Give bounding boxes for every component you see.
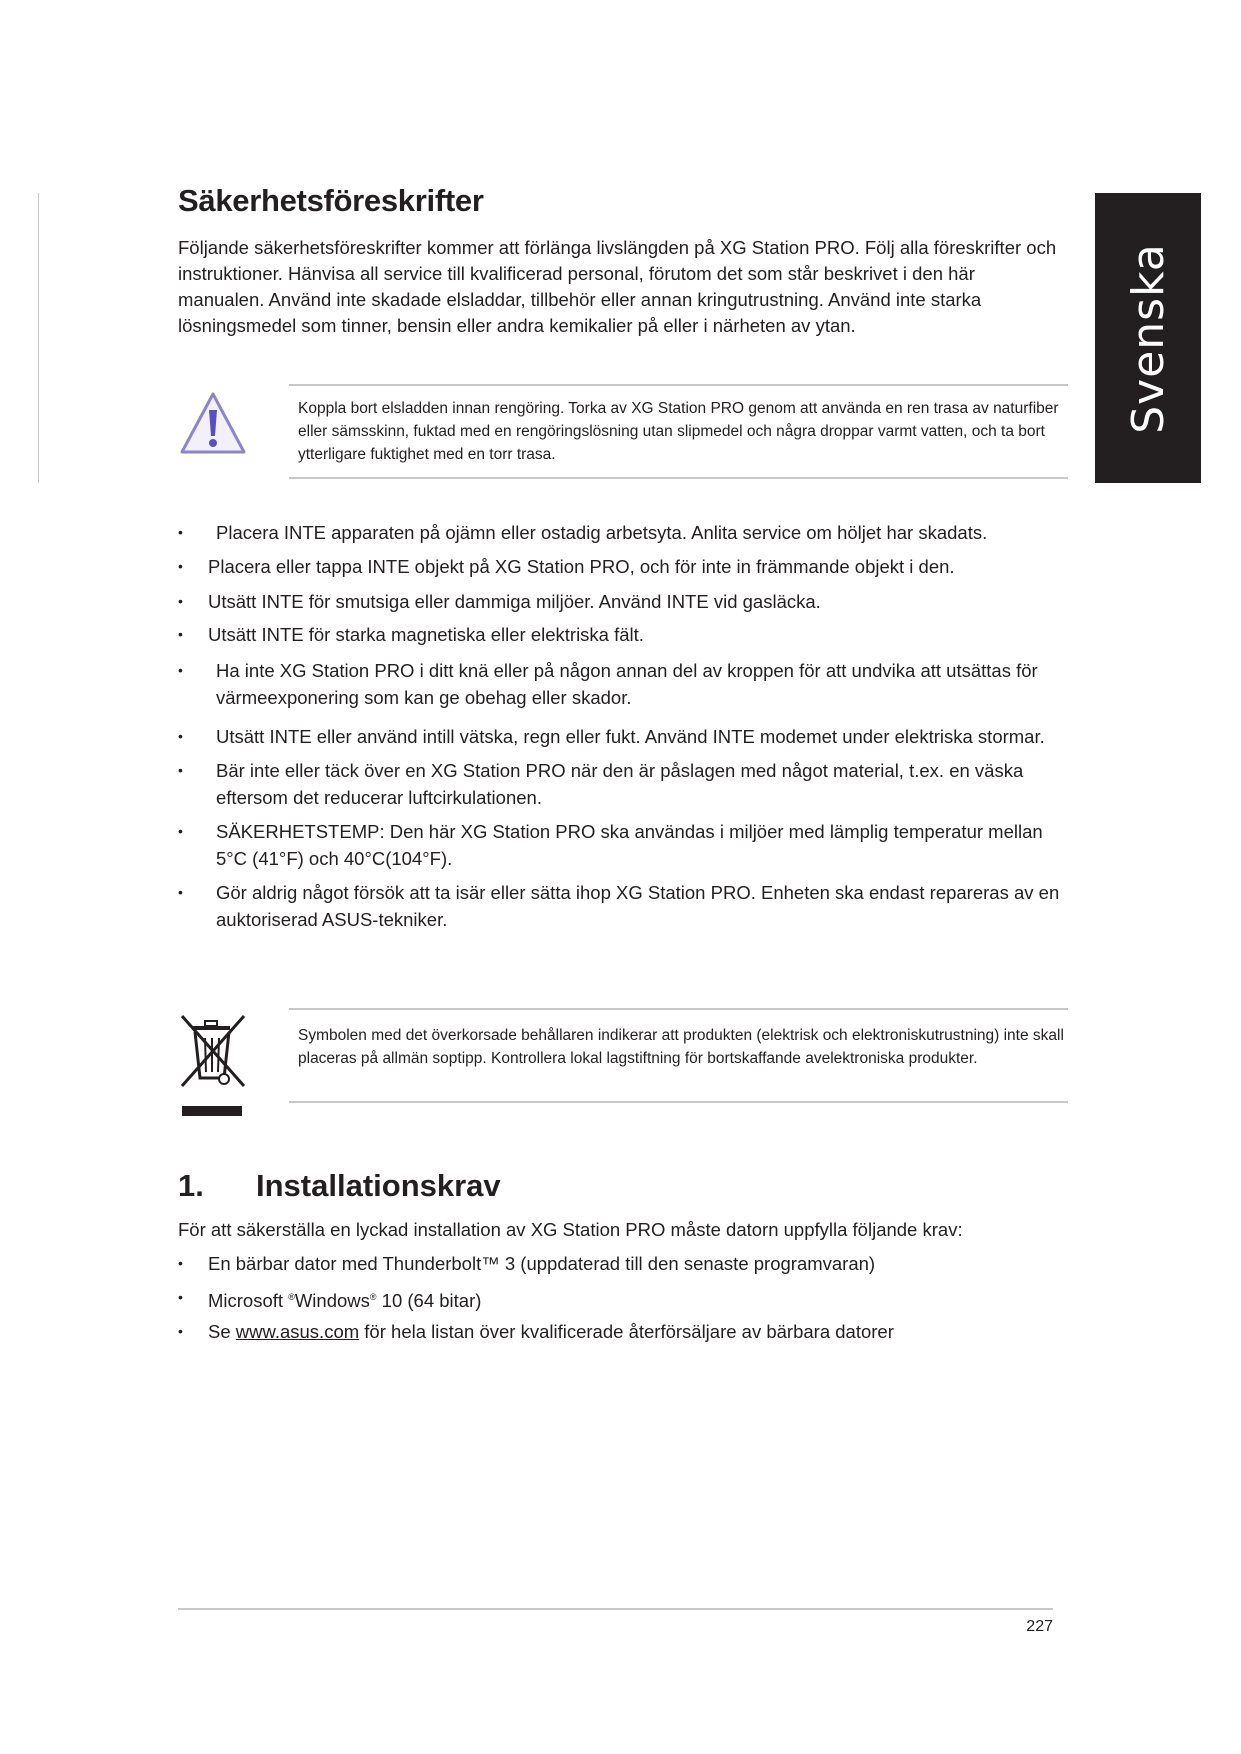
language-tab bbox=[1095, 193, 1201, 483]
bullet-dot: • bbox=[178, 593, 183, 609]
caution-note-text: Koppla bort elsladden innan rengöring. Torka av XG Station PRO genom att använda en ren trasa av naturfiber eller sämsskinn, fuktad med en rengöringslösning utan slipmedel och några droppar varmt vatten, och ta bort ytterligare fuktighet med en torr trasa. bbox=[298, 400, 1059, 463]
list-item bbox=[178, 818, 1068, 872]
requirement-text bbox=[178, 1318, 1068, 1345]
list-item bbox=[178, 1284, 1068, 1314]
req-text-part: Se bbox=[208, 1321, 236, 1342]
crossed-bin-icon bbox=[178, 1012, 250, 1116]
req-text-part: Windows bbox=[294, 1290, 370, 1312]
bullet-dot: • bbox=[178, 762, 183, 778]
bullet-dot: • bbox=[178, 626, 183, 642]
note-rule-bottom bbox=[289, 1101, 1068, 1103]
list-item bbox=[178, 723, 1068, 750]
language-tab-label: Svenska bbox=[1122, 242, 1174, 434]
list-item bbox=[178, 519, 1068, 546]
list-item bbox=[178, 879, 1068, 933]
bullet-text: Ha inte XG Station PRO i ditt knä eller på någon annan del av kroppen för att undvika att utsättas för värmeexponering som kan ge obehag eller skador. bbox=[216, 660, 1038, 708]
bullet-dot: • bbox=[178, 823, 183, 839]
bullet-dot: • bbox=[178, 1323, 183, 1339]
registered-mark: ® bbox=[369, 1292, 377, 1302]
requirement-text bbox=[178, 1284, 1068, 1314]
list-item bbox=[178, 588, 1068, 615]
caution-note bbox=[178, 384, 1068, 480]
registered-mark: ® bbox=[288, 1292, 295, 1302]
note-rule-bottom bbox=[289, 477, 1068, 479]
requirement-text: En bärbar dator med Thunderbolt™ 3 (uppdaterad till den senaste programvaran) bbox=[208, 1253, 876, 1274]
bullet-dot: • bbox=[178, 884, 183, 900]
page-number: 227 bbox=[1026, 1618, 1053, 1635]
list-item bbox=[178, 1318, 1068, 1345]
req-text-part: Microsoft bbox=[208, 1290, 284, 1312]
bullet-dot: • bbox=[178, 1289, 183, 1305]
bullet-dot: • bbox=[178, 558, 183, 574]
bullet-dot: • bbox=[178, 728, 183, 744]
bullet-text: Utsätt INTE för starka magnetiska eller elektriska fält. bbox=[208, 624, 644, 645]
asus-website-link[interactable]: www.asus.com bbox=[235, 1321, 360, 1342]
bullet-dot: • bbox=[178, 524, 183, 540]
margin-rule bbox=[38, 193, 39, 483]
weee-note-text: Symbolen med det överkorsade behållaren indikerar att produkten (elektrisk och elektroniskutrustning) inte skall placeras på allmän soptipp. Kontrollera lokal lagstiftning för bortskaffande avelektroniska produkter. bbox=[298, 1027, 1064, 1067]
install-intro: För att säkerställa en lyckad installation av XG Station PRO måste datorn uppfylla följande krav: bbox=[178, 1219, 963, 1240]
bullet-dot: • bbox=[178, 662, 183, 678]
weee-note bbox=[178, 1008, 1068, 1118]
list-item bbox=[178, 657, 1068, 711]
warning-icon bbox=[178, 390, 248, 458]
list-item bbox=[178, 757, 1068, 811]
section-title-safety: Säkerhetsföreskrifter bbox=[178, 183, 484, 218]
list-item bbox=[178, 553, 1068, 580]
bullet-dot: • bbox=[178, 1255, 183, 1271]
bullet-text: Bär inte eller täck över en XG Station PRO när den är påslagen med något material, t.ex. en väska eftersom det reducerar luftcirkulationen. bbox=[216, 760, 1024, 808]
list-item bbox=[178, 1250, 1068, 1277]
section-title-install bbox=[178, 1168, 501, 1204]
bullet-text: Gör aldrig något försök att ta isär eller sätta ihop XG Station PRO. Enheten ska endast repareras av en auktoriserad ASUS-tekniker. bbox=[216, 882, 1060, 930]
section-title-text: Installationskrav bbox=[256, 1168, 501, 1203]
safety-intro: Följande säkerhetsföreskrifter kommer att förlänga livslängden på XG Station PRO. Följ alla föreskrifter och instruktioner. Hänvisa all service till kvalificerad personal, förutom det som står beskrivet i den här manualen. Använd inte skadade elsladdar, tillbehör eller annan kringutrustning. Använd inte starka lösningsmedel som tinner, bensin eller andra kemikalier på eller i närheten av ytan. bbox=[178, 237, 1057, 336]
req-text-part: 10 (64 bitar) bbox=[376, 1290, 482, 1312]
bullet-text: Placera eller tappa INTE objekt på XG Station PRO, och för inte in främmande objekt i den. bbox=[208, 556, 955, 577]
list-item bbox=[178, 621, 1068, 648]
note-rule-top bbox=[289, 384, 1068, 386]
section-number: 1. bbox=[178, 1168, 204, 1203]
bullet-text: Placera INTE apparaten på ojämn eller ostadig arbetsyta. Anlita service om höljet har skadats. bbox=[216, 522, 988, 543]
bullet-text: SÄKERHETSTEMP: Den här XG Station PRO ska användas i miljöer med lämplig temperatur mellan 5°C (41°F) och 40°C(104°F). bbox=[216, 821, 1043, 869]
req-text-part: för hela listan över kvalificerade återförsäljare av bärbara datorer bbox=[359, 1321, 894, 1342]
bullet-text: Utsätt INTE eller använd intill vätska, regn eller fukt. Använd INTE modemet under elektriska stormar. bbox=[216, 726, 1045, 747]
footer-rule bbox=[178, 1608, 1053, 1610]
bullet-text: Utsätt INTE för smutsiga eller dammiga miljöer. Använd INTE vid gasläcka. bbox=[208, 591, 821, 612]
note-rule-top bbox=[289, 1008, 1068, 1010]
